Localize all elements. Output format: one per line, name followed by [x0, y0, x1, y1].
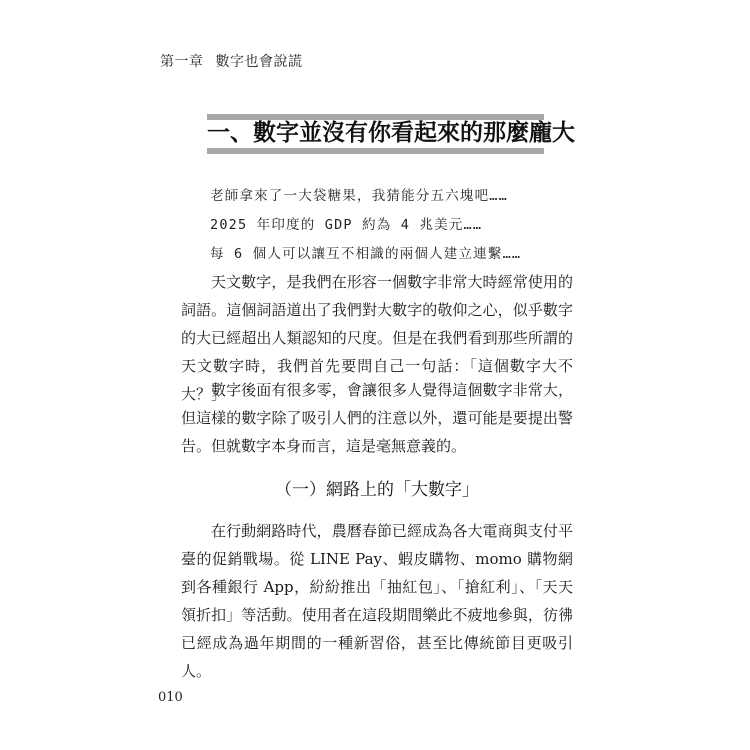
- quote-line: 老師拿來了一大袋糖果，我猜能分五六塊吧……: [210, 188, 508, 204]
- paragraph-text: 天文數字，是我們在形容一個數字非常大時經常使用的詞語。這個詞語道出了我們對大數字的敬仰之心，似乎數字的大已經超出人類認知的尺度。但是在我們看到那些所謂的天文數字時，我們首先要問自己一句話：「這個數字大不大？」: [181, 273, 573, 403]
- quote-line: 每 6 個人可以讓互不相識的兩個人建立連繫……: [210, 246, 522, 262]
- paragraph-text: 在行動網路時代，農曆春節已經成為各大電商與支付平臺的促銷戰場。從 LINE Pay、蝦皮購物、momo 購物網到各種銀行 App，紛紛推出「抽紅包」、「搶紅利」、「天天領折扣」等活動。使用者在這段期間樂此不疲地參與，彷彿已經成為過年期間的一種新習俗，甚至比傳統節目更吸引人。: [181, 522, 573, 680]
- chapter-label: 第一章: [160, 54, 204, 70]
- body-paragraph-3: [181, 517, 573, 685]
- body-paragraph-2: [181, 376, 573, 460]
- running-head: [160, 51, 303, 71]
- opening-quotes: [210, 182, 590, 269]
- section-title: 一、數字並沒有你看起來的那麼龐大: [207, 120, 575, 146]
- section-title-bar-bottom: [207, 148, 544, 154]
- page-number: 010: [158, 690, 183, 705]
- quote-line: 2025 年印度的 GDP 約為 4 兆美元……: [210, 217, 483, 233]
- subsection-title: （一）網路上的「大數字」: [275, 480, 479, 500]
- chapter-title: 數字也會說謊: [215, 54, 303, 70]
- paragraph-text: 數字後面有很多零，會讓很多人覺得這個數字非常大，但這樣的數字除了吸引人們的注意以外，還可能是要提出警告。但就數字本身而言，這是毫無意義的。: [181, 381, 573, 455]
